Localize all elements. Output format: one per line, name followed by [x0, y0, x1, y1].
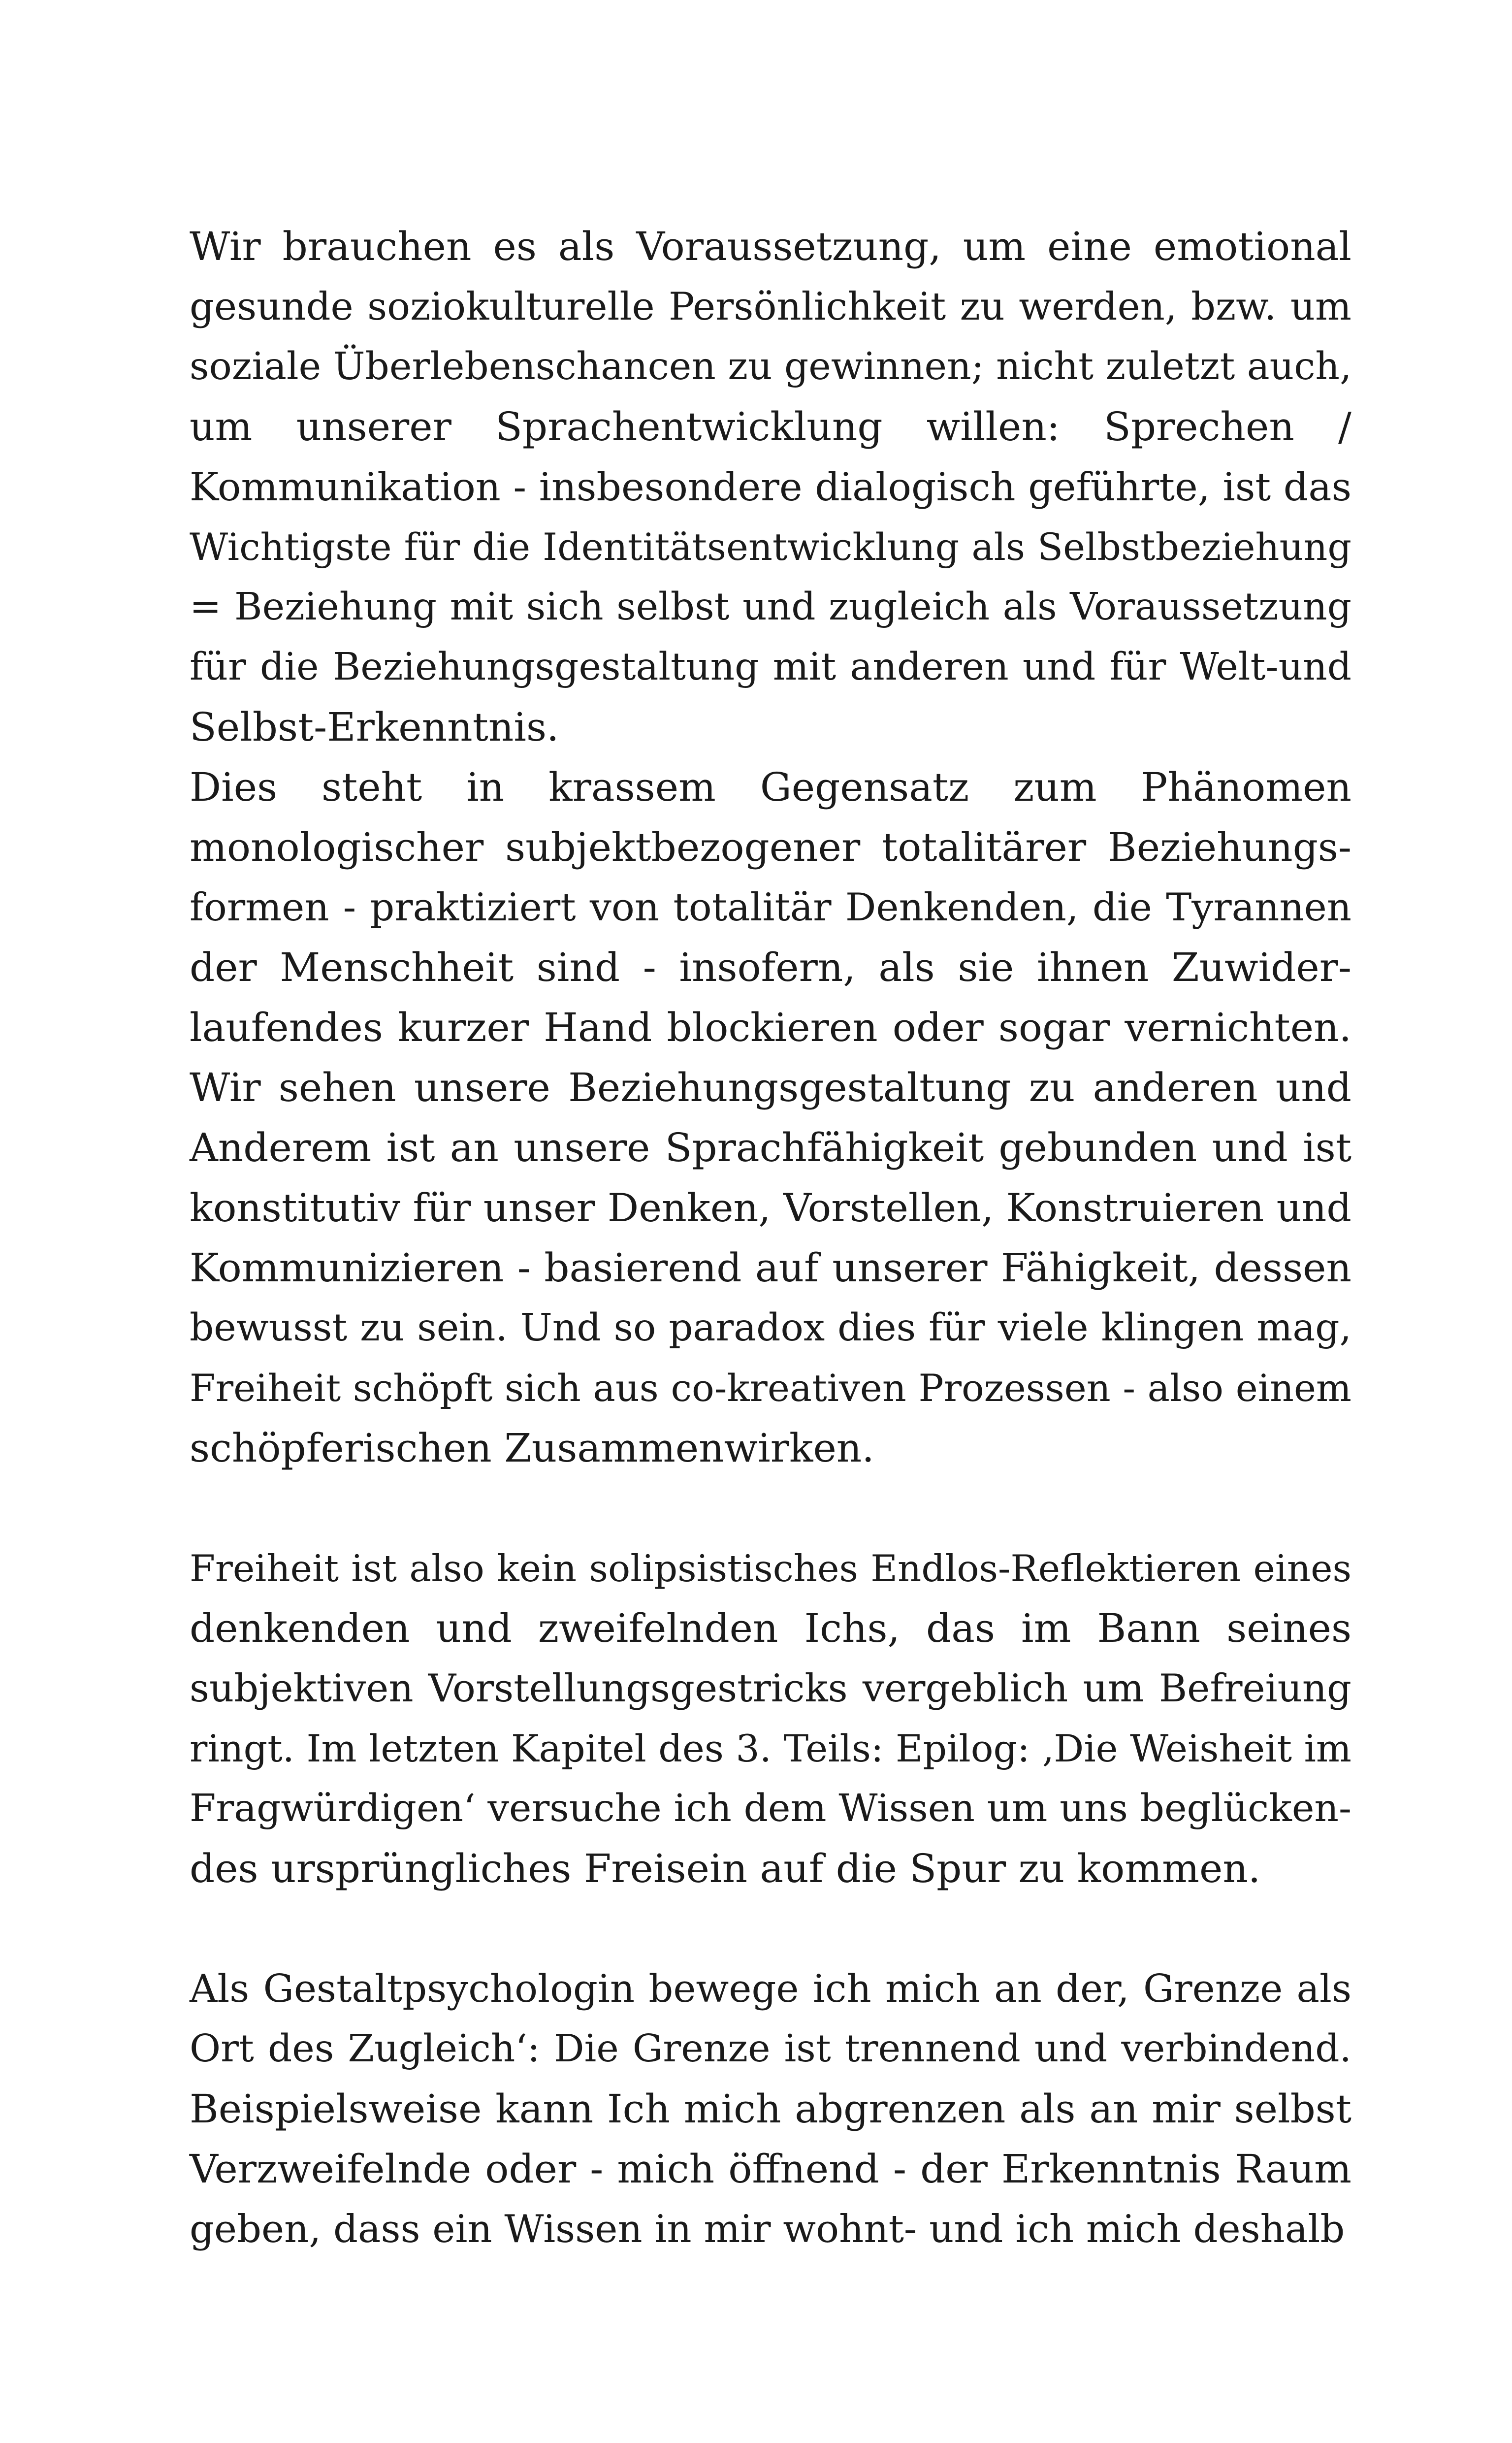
text-line: bewusst zu sein. Und so paradox dies für viele klingen mag, [190, 1306, 1351, 1350]
text-line: soziale Überlebenschancen zu gewinnen; nicht zuletzt auch, [190, 345, 1352, 389]
text-line: Als Gestaltpsychologin bewege ich mich an der, Grenze als [190, 1967, 1351, 2011]
text-line: = Beziehung mit sich selbst und zugleich als Voraussetzung [190, 585, 1351, 629]
text-line: monologischer subjektbezogener totalitärer Beziehungs- [190, 824, 1351, 870]
text-line: Verzweifelnde oder - mich öffnend - der Erkenntnis Raum [190, 2146, 1351, 2192]
text-line: Kommunizieren - basierend auf unserer Fähigkeit, dessen [190, 1245, 1351, 1291]
paragraph-4 [190, 1959, 1351, 2259]
text-line: laufendes kurzer Hand blockieren oder sogar vernichten. [190, 1005, 1351, 1050]
text-line: Wichtigste für die Identitätsentwicklung als Selbstbeziehung [190, 525, 1351, 569]
text-line: Beispielsweise kann Ich mich abgrenzen als an mir selbst [190, 2086, 1351, 2132]
text-line: um unserer Sprachentwicklung willen: Sprechen / [190, 404, 1351, 450]
text-line: Wir sehen unsere Beziehungsgestaltung zu anderen und [190, 1065, 1351, 1110]
text-line: Dies steht in krassem Gegensatz zum Phänomen [190, 764, 1351, 810]
paragraph-3 [190, 1538, 1351, 1899]
text-line: denkenden und zweifelnden Ichs, das im Bann seines [190, 1605, 1351, 1651]
text-line: Fragwürdigen‘ versuche ich dem Wissen um uns beglücken- [190, 1787, 1351, 1830]
text-line: schöpferischen Zusammenwirken. [190, 1425, 874, 1471]
text-line: Ort des Zugleich‘: Die Grenze ist trennend und verbindend. [190, 2027, 1351, 2071]
paragraph-gap [190, 1899, 1351, 1959]
text-line: Kommunikation - insbesondere dialogisch geführte, ist das [190, 464, 1351, 510]
text-line: für die Beziehungsgestaltung mit anderen und für Welt-und [190, 645, 1351, 689]
text-line: Freiheit schöpft sich aus co-kreativen Prozessen - also einem [190, 1366, 1351, 1410]
text-line: Wir brauchen es als Voraussetzung, um eine emotional [190, 224, 1351, 269]
text-line: subjektiven Vorstellungsgestricks vergeblich um Befreiung [190, 1666, 1351, 1711]
text-line: ringt. Im letzten Kapitel des 3. Teils: Epilog: ‚Die Weisheit im [190, 1726, 1351, 1770]
text-line: formen - praktiziert von totalitär Denkenden, die Tyrannen [190, 885, 1351, 930]
paragraph-2 [190, 757, 1351, 1478]
text-line: Freiheit ist also kein solipsistisches Endlos-Reflektieren eines [190, 1547, 1351, 1590]
body-text [190, 217, 1351, 2259]
paragraph-gap [190, 1478, 1351, 1538]
text-line: gesunde soziokulturelle Persönlichkeit zu werden, bzw. um [190, 285, 1351, 329]
paragraph-1 [190, 217, 1351, 757]
text-line: des ursprüngliches Freisein auf die Spur zu kommen. [190, 1846, 1261, 1891]
text-line: der Menschheit sind - insofern, als sie ihnen Zuwider- [190, 945, 1351, 990]
text-line: Selbst-Erkenntnis. [190, 704, 559, 750]
text-line: geben, dass ein Wissen in mir wohnt- und ich mich deshalb [190, 2207, 1345, 2251]
text-line: Anderem ist an unsere Sprachfähigkeit gebunden und ist [190, 1125, 1351, 1171]
text-line: konstitutiv für unser Denken, Vorstellen, Konstruieren und [190, 1185, 1351, 1231]
